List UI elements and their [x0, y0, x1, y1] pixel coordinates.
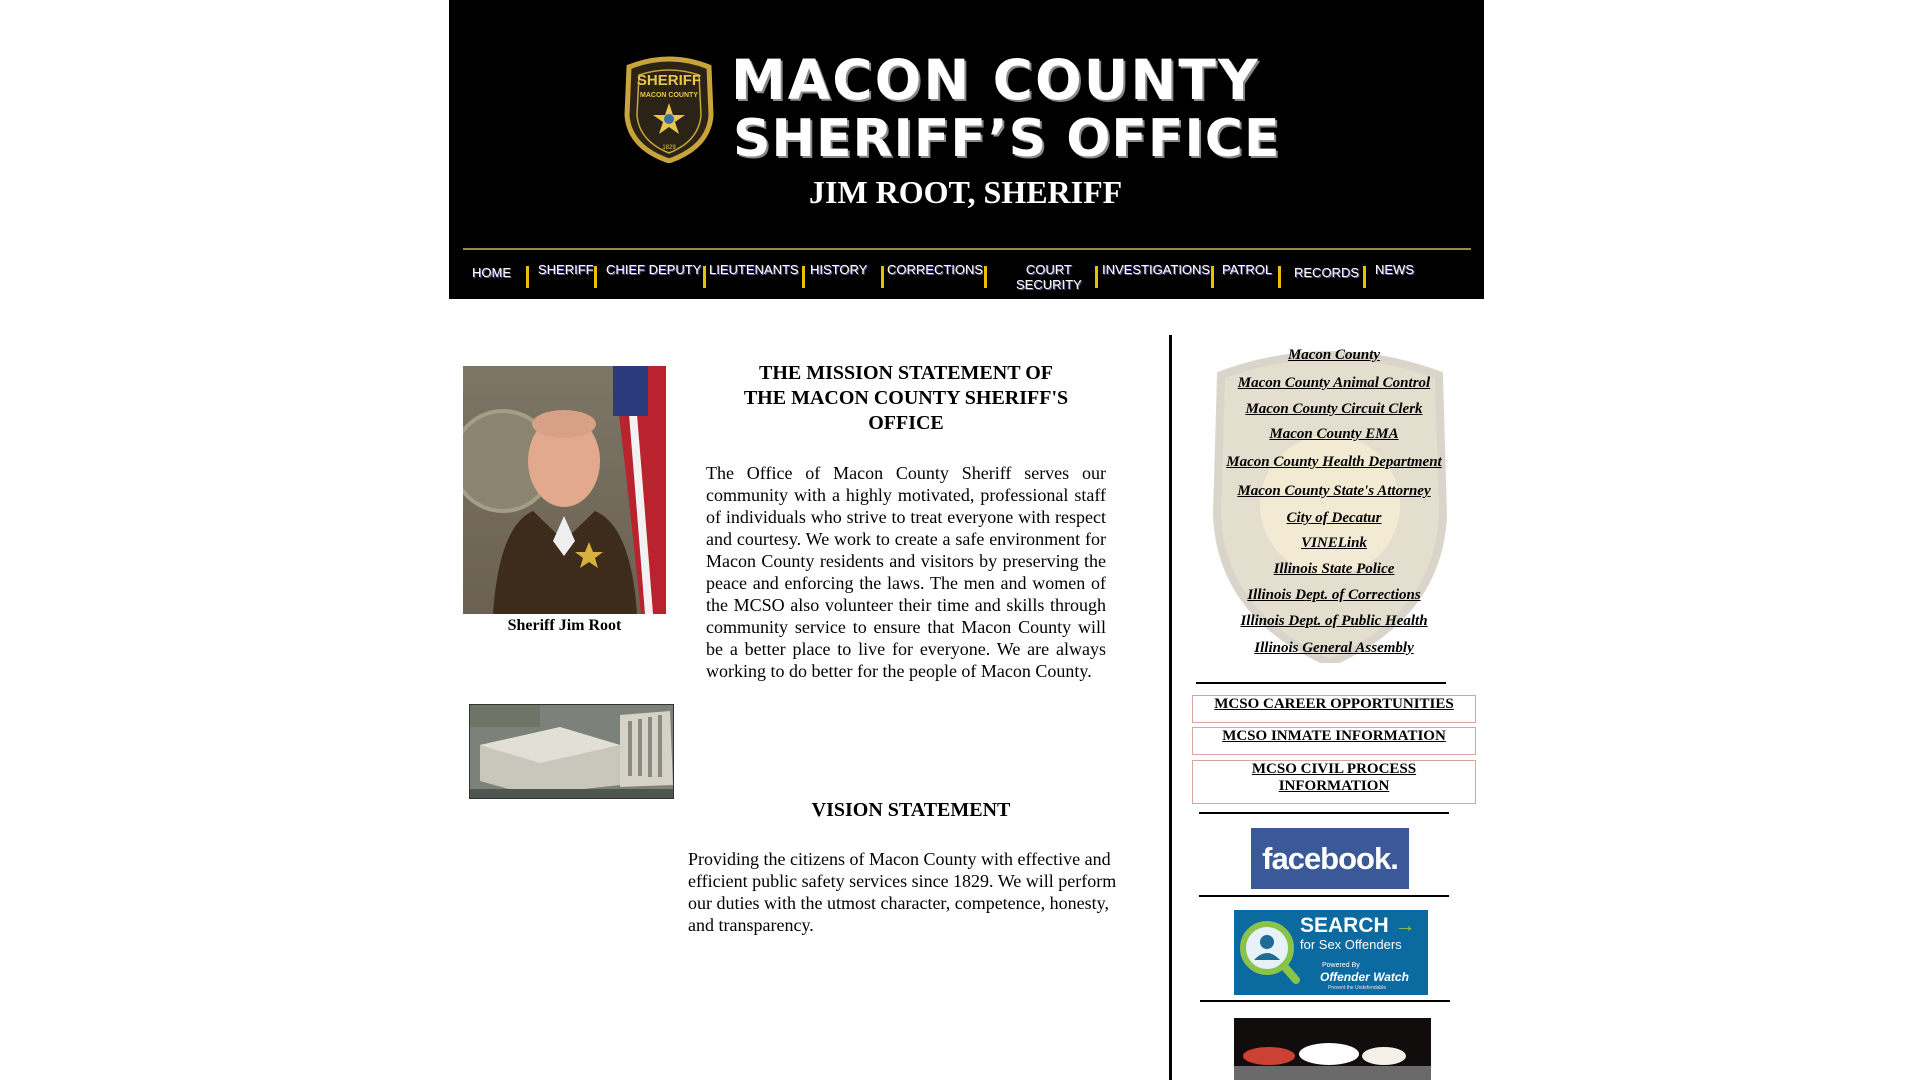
inmate-information-link[interactable]: MCSO INMATE INFORMATION [1192, 727, 1476, 755]
link-illinois-state-police[interactable]: Illinois State Police [1273, 561, 1395, 577]
mission-heading-line3: OFFICE [868, 412, 944, 434]
magnifier-person-icon [1234, 910, 1300, 995]
svg-text:SHERIFF: SHERIFF [636, 72, 702, 89]
link-macon-ema[interactable]: Macon County EMA [1269, 426, 1399, 442]
civil-process-link[interactable] [1192, 760, 1476, 804]
svg-text:1829: 1829 [662, 145, 676, 151]
civil-process-line2: INFORMATION [1278, 778, 1390, 794]
site-title-line2: SHERIFF’S OFFICE [733, 109, 1281, 169]
nav-court-security[interactable] [1016, 262, 1082, 292]
nav-separator [881, 266, 884, 288]
sex-offender-search-title: SEARCH → [1300, 914, 1416, 937]
nav-separator [1278, 266, 1281, 288]
mission-heading-line2: THE MACON COUNTY SHERIFF'S [743, 387, 1069, 409]
offender-watch-brand: Offender Watch [1320, 970, 1409, 984]
career-opportunities-link[interactable]: MCSO CAREER OPPORTUNITIES [1192, 695, 1476, 723]
link-il-dept-public-health[interactable]: Illinois Dept. of Public Health [1240, 613, 1428, 629]
nav-records[interactable]: RECORDS [1294, 265, 1360, 280]
link-vinelink[interactable]: VINELink [1301, 535, 1367, 551]
nav-separator [1095, 266, 1098, 288]
link-states-attorney[interactable]: Macon County State's Attorney [1237, 483, 1431, 499]
police-lights-image[interactable] [1234, 1018, 1431, 1080]
sheriff-badge-logo [621, 55, 717, 163]
arrow-right-icon: → [1394, 914, 1416, 937]
link-macon-county[interactable]: Macon County [1287, 347, 1381, 363]
courthouse-aerial-image[interactable] [469, 704, 674, 799]
nav-history[interactable]: HISTORY [810, 262, 868, 277]
nav-chief-deputy[interactable]: CHIEF DEPUTY [606, 262, 702, 277]
powered-by-label: Powered By [1322, 962, 1360, 969]
nav-court-label: COURT [1025, 262, 1072, 277]
svg-text:MACON COUNTY: MACON COUNTY [640, 92, 698, 99]
header-divider [463, 248, 1471, 250]
offender-watch-tagline: Prevent the Undefendable [1328, 985, 1387, 991]
link-il-dept-corrections[interactable]: Illinois Dept. of Corrections [1247, 587, 1421, 603]
nav-court-label-line2: SECURITY [1016, 277, 1082, 292]
nav-investigations[interactable]: INVESTIGATIONS [1102, 262, 1210, 277]
main-nav [463, 262, 1473, 296]
mission-heading-line1: THE MISSION STATEMENT OF [759, 362, 1053, 384]
vision-statement-text: Providing the citizens of Macon County with effective and efficient public safety services since 1829. We will perform our duties with the utmost character, competence, honesty, and transparency. [688, 849, 1117, 935]
nav-separator [703, 266, 706, 288]
nav-news[interactable]: NEWS [1375, 262, 1414, 277]
page [449, 0, 1484, 1080]
nav-sheriff[interactable]: SHERIFF [538, 262, 594, 277]
sheriff-portrait-image [463, 366, 666, 614]
nav-separator [1363, 266, 1366, 288]
site-header [449, 0, 1484, 299]
sidebar-divider [1196, 682, 1446, 684]
sex-offender-search-banner[interactable] [1234, 910, 1428, 995]
nav-separator [1211, 266, 1214, 288]
link-il-general-assembly[interactable]: Illinois General Assembly [1254, 640, 1414, 656]
civil-process-line1: MCSO CIVIL PROCESS [1251, 761, 1417, 777]
nav-lieutenants[interactable]: LIEUTENANTS [709, 262, 799, 277]
nav-separator [984, 266, 987, 288]
link-health-department[interactable]: Macon County Health Department [1226, 454, 1442, 470]
sidebar-divider [1199, 812, 1449, 814]
nav-separator [594, 266, 597, 288]
nav-corrections[interactable]: CORRECTIONS [887, 262, 983, 277]
sidebar-divider [1200, 1000, 1450, 1002]
nav-separator [526, 266, 529, 288]
sidebar-divider [1199, 895, 1449, 897]
link-city-of-decatur[interactable]: City of Decatur [1286, 510, 1382, 526]
column-divider [1169, 335, 1172, 1080]
link-circuit-clerk[interactable]: Macon County Circuit Clerk [1245, 401, 1423, 417]
vision-heading: VISION STATEMENT [811, 799, 1011, 821]
sheriff-caption: Sheriff Jim Root [507, 617, 622, 634]
mission-statement-text: The Office of Macon County Sheriff serves our community with a highly motivated, professional staff of individuals who strive to treat everyone with respect and courtesy. We work to create a safe environment for Macon County residents and visitors by preserving the peace and enforcing the laws. The men and women of the MCSO also volunteer their time and skills through community service to ensure that Macon County will be a better place to live for everyone. We are always working to do better for the people of Macon County. [706, 463, 1106, 681]
link-animal-control[interactable]: Macon County Animal Control [1237, 375, 1431, 391]
sheriff-name-heading: JIM ROOT, SHERIFF [809, 174, 1123, 210]
nav-home[interactable]: HOME [472, 265, 511, 280]
sex-offender-subtitle: for Sex Offenders [1300, 937, 1402, 952]
mission-heading [716, 361, 1096, 436]
nav-patrol[interactable]: PATROL [1222, 262, 1273, 277]
facebook-button[interactable]: facebook. [1251, 828, 1409, 889]
nav-separator [802, 266, 805, 288]
site-title-line1: MACON COUNTY [731, 48, 1260, 112]
